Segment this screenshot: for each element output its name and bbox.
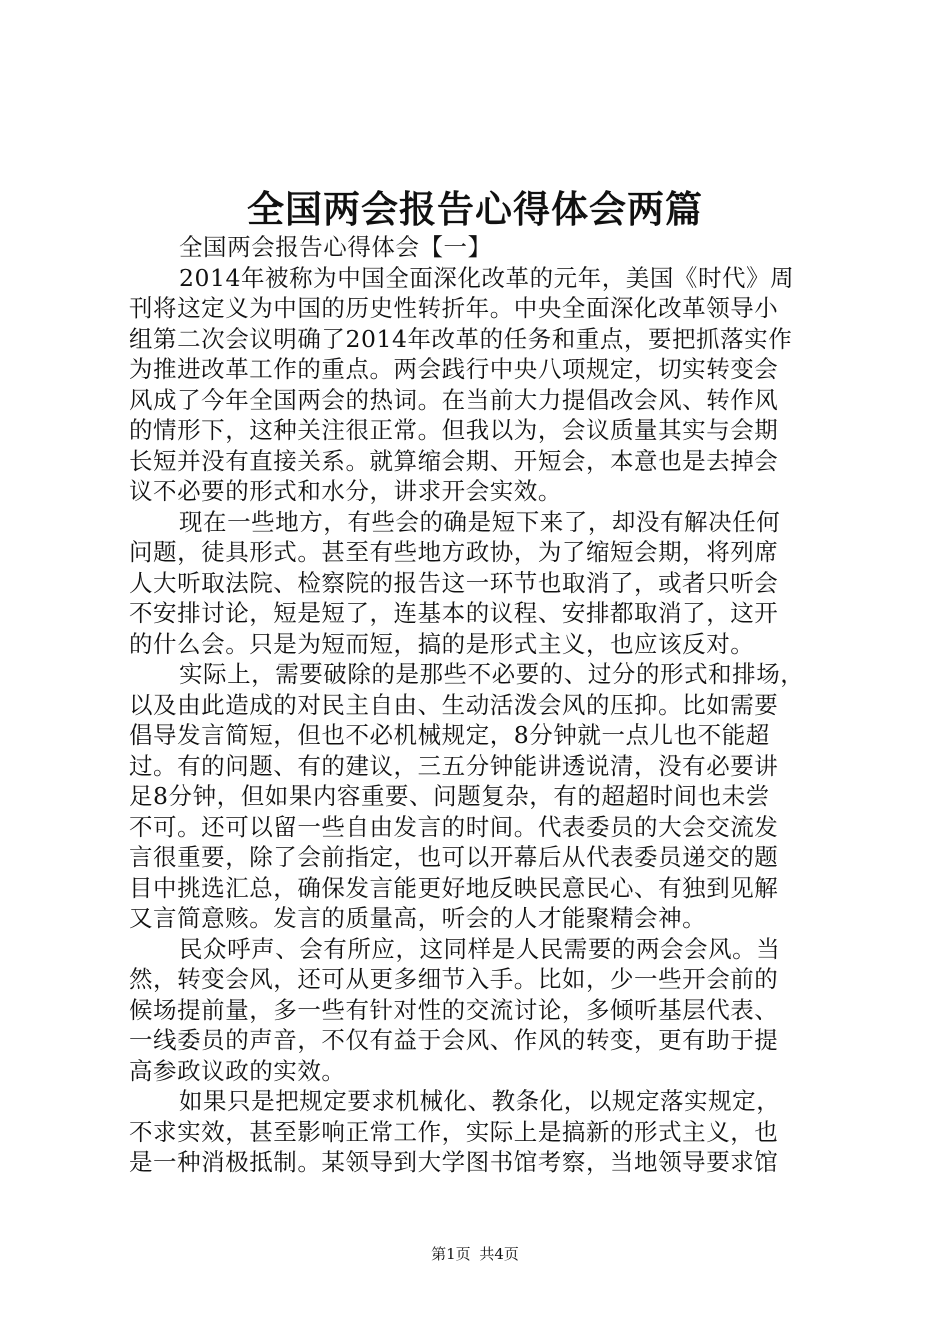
text-line: 一线委员的声音，不仅有益于会风、作风的转变，更有助于提	[129, 1026, 779, 1054]
text-line: 过。有的问题、有的建议，三五分钟能讲透说清，没有必要讲	[129, 751, 779, 780]
text-line: 高参政议政的实效。	[129, 1056, 346, 1085]
page-number: 第1页	[431, 1245, 471, 1263]
text-line: 风成了今年全国两会的热词。在当前大力提倡改会风、转作风	[129, 385, 779, 414]
page-footer	[0, 1244, 950, 1264]
text-line: 全国两会报告心得体会【一】	[179, 233, 492, 261]
text-line: 倡导发言简短，但也不必机械规定，8分钟就一点儿也不能超	[129, 721, 770, 749]
text-line: 刊将这定义为中国的历史性转折年。中央全面深化改革领导小	[129, 294, 779, 322]
text-line: 人大听取法院、检察院的报告这一环节也取消了，或者只听会	[129, 568, 779, 597]
document-body	[129, 232, 831, 1178]
text-line: 为推进改革工作的重点。两会践行中央八项规定，切实转变会	[129, 355, 779, 383]
text-line: 候场提前量，多一些有针对性的交流讨论，多倾听基层代表、	[129, 995, 779, 1024]
text-line: 如果只是把规定要求机械化、教条化，以规定落实规定，	[179, 1087, 781, 1115]
text-line: 不安排讨论，短是短了，连基本的议程、安排都取消了，这开	[129, 599, 779, 627]
text-line: 然，转变会风，还可从更多细节入手。比如，少一些开会前的	[129, 965, 779, 993]
text-line: 又言简意赅。发言的质量高，听会的人才能聚精会神。	[129, 904, 707, 932]
text-line: 不求实效，甚至影响正常工作，实际上是搞新的形式主义，也	[129, 1117, 779, 1146]
text-line: 是一种消极抵制。某领导到大学图书馆考察，当地领导要求馆	[129, 1148, 779, 1176]
text-line: 不可。还可以留一些自由发言的时间。代表委员的大会交流发	[129, 812, 779, 841]
text-line: 组第二次会议明确了2014年改革的任务和重点，要把抓落实作	[129, 324, 793, 353]
text-line: 2014年被称为中国全面深化改革的元年，美国《时代》周	[179, 263, 795, 292]
text-line: 以及由此造成的对民主自由、生动活泼会风的压抑。比如需要	[129, 690, 779, 719]
text-line: 言很重要，除了会前指定，也可以开幕后从代表委员递交的题	[129, 843, 779, 871]
text-line: 问题，徒具形式。甚至有些地方政协，为了缩短会期，将列席	[129, 538, 779, 566]
text-line: 实际上，需要破除的是那些不必要的、过分的形式和排场，	[179, 660, 805, 688]
page-total: 共4页	[479, 1245, 519, 1263]
text-line: 的什么会。只是为短而短，搞的是形式主义，也应该反对。	[129, 629, 755, 658]
text-line: 足8分钟，但如果内容重要、问题复杂，有的超超时间也未尝	[129, 782, 770, 810]
text-line: 现在一些地方，有些会的确是短下来了，却没有解决任何	[179, 507, 781, 536]
text-line: 民众呼声、会有所应，这同样是人民需要的两会会风。当	[179, 934, 781, 963]
text-line: 长短并没有直接关系。就算缩会期、开短会，本意也是去掉会	[129, 446, 779, 475]
text-line: 的情形下，这种关注很正常。但我以为，会议质量其实与会期	[129, 416, 779, 444]
document-title: 全国两会报告心得体会两篇	[247, 187, 703, 231]
text-line: 目中挑选汇总，确保发言能更好地反映民意民心、有独到见解	[129, 873, 779, 902]
text-line: 议不必要的形式和水分，讲求开会实效。	[129, 477, 562, 505]
